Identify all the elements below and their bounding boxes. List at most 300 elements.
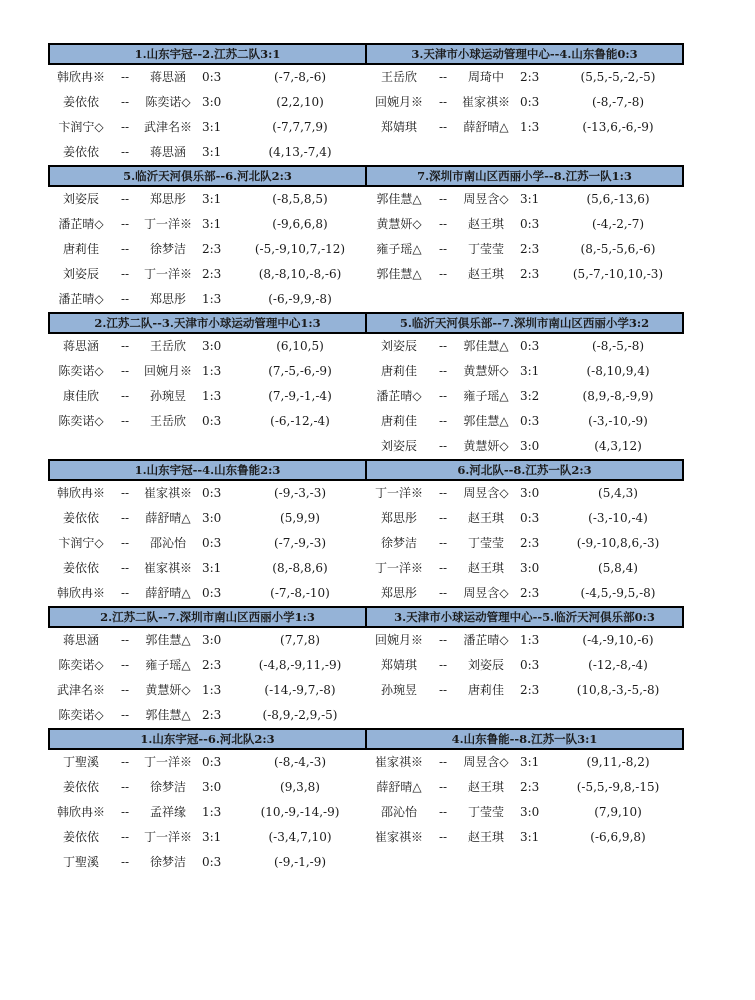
results-sheet [48,43,684,875]
versus-dash: -- [438,561,448,575]
match-row [48,237,366,262]
match-score: 3:1 [202,217,222,231]
player-1: 卞润宁◇ [58,536,104,550]
versus-dash: -- [438,364,448,378]
player-1: 郭佳慧△ [376,267,422,281]
match-block [48,165,684,312]
versus-dash: -- [438,95,448,109]
player-1: 郑婧琪 [380,658,417,672]
player-1: 蒋思涵 [62,633,99,647]
player-1: 姜依依 [62,830,99,844]
player-1: 丁聖溪 [62,855,99,869]
team-match-header: 4.山东鲁能--8.江苏一队3:1 [366,728,684,750]
player-1: 孙琬昱 [380,683,417,697]
versus-dash: -- [438,586,448,600]
player-2: 赵王琪 [467,561,504,575]
game-scores: (-12,-8,-4) [588,658,648,672]
versus-dash: -- [120,708,130,722]
game-scores: (-8,-5,-8) [591,339,645,353]
player-1: 丁一洋※ [374,561,423,575]
player-1: 丁一洋※ [374,486,423,500]
game-scores: (5,9,9) [280,511,320,525]
game-scores: (7,-5,-6,-9) [268,364,332,378]
match-row [366,334,684,359]
player-2: 黄慧妍◇ [145,683,191,697]
team-match-left [48,43,366,165]
match-row [48,187,366,212]
game-scores: (-8,9,-2,9,-5) [262,708,338,722]
player-1: 韩欣冉※ [56,70,105,84]
player-1: 郑婧琪 [380,120,417,134]
match-row [48,384,366,409]
player-2: 赵王琪 [467,780,504,794]
player-1: 郭佳慧△ [376,192,422,206]
versus-dash: -- [120,95,130,109]
match-row [48,506,366,531]
team-match-header: 3.天津市小球运动管理中心--4.山东鲁能0:3 [366,43,684,65]
match-block [48,606,684,728]
match-score: 3:1 [202,145,222,159]
player-1: 陈奕诺◇ [58,364,104,378]
match-row [366,359,684,384]
versus-dash: -- [438,120,448,134]
versus-dash: -- [438,439,448,453]
versus-dash: -- [438,830,448,844]
match-row [48,481,366,506]
match-score: 0:3 [520,658,540,672]
player-1: 唐莉佳 [380,364,417,378]
match-row [48,556,366,581]
match-score: 2:3 [202,708,222,722]
match-row [48,703,366,728]
player-1: 郑思彤 [380,586,417,600]
match-score: 0:3 [202,755,222,769]
game-scores: (5,5,-5,-2,-5) [580,70,656,84]
match-row [366,531,684,556]
match-row [366,409,684,434]
player-1: 回婉月※ [374,633,423,647]
player-2: 邵沁怡 [149,536,186,550]
team-match-header: 3.天津市小球运动管理中心--5.临沂天河俱乐部0:3 [366,606,684,628]
match-score: 2:3 [520,683,540,697]
game-scores: (5,6,-13,6) [586,192,650,206]
game-scores: (8,9,-8,-9,9) [582,389,654,403]
match-score: 2:3 [520,70,540,84]
versus-dash: -- [438,683,448,697]
match-row [366,825,684,850]
match-row [366,65,684,90]
game-scores: (2,2,10) [276,95,324,109]
player-2: 丁莹莹 [467,242,504,256]
match-row [48,262,366,287]
versus-dash: -- [120,70,130,84]
player-2: 郭佳慧△ [463,414,509,428]
game-scores: (-7,-9,-3) [273,536,327,550]
match-row [366,90,684,115]
match-score: 1:3 [202,683,222,697]
team-match-right [366,165,684,312]
player-2: 郑思彤 [149,192,186,206]
match-row [366,775,684,800]
versus-dash: -- [120,780,130,794]
player-2: 郭佳慧△ [145,708,191,722]
player-2: 丁莹莹 [467,536,504,550]
match-score: 1:3 [202,805,222,819]
game-scores: (-5,-9,10,7,-12) [254,242,346,256]
match-row [48,750,366,775]
player-1: 刘姿辰 [380,339,417,353]
player-2: 黄慧妍◇ [463,364,509,378]
player-1: 雍子瑶△ [376,242,422,256]
match-score: 1:3 [202,389,222,403]
player-2: 丁一洋※ [143,267,192,281]
versus-dash: -- [438,658,448,672]
player-2: 王岳欣 [149,339,186,353]
match-score: 3:1 [202,120,222,134]
player-2: 雍子瑶△ [145,658,191,672]
team-match-header: 1.山东宇冠--4.山东鲁能2:3 [48,459,366,481]
match-row [48,775,366,800]
player-1: 潘芷晴◇ [58,292,104,306]
versus-dash: -- [120,242,130,256]
player-1: 姜依依 [62,780,99,794]
player-2: 周昱含◇ [463,486,509,500]
versus-dash: -- [120,511,130,525]
team-match-right [366,312,684,459]
game-scores: (6,10,5) [276,339,324,353]
match-row [366,800,684,825]
team-match-left [48,312,366,459]
player-1: 康佳欣 [62,389,99,403]
player-2: 郭佳慧△ [145,633,191,647]
player-2: 郭佳慧△ [463,339,509,353]
team-match-header: 7.深圳市南山区西丽小学--8.江苏一队1:3 [366,165,684,187]
game-scores: (8,-8,10,-8,-6) [258,267,342,281]
player-1: 潘芷晴◇ [58,217,104,231]
player-1: 姜依依 [62,561,99,575]
team-match-header: 2.江苏二队--3.天津市小球运动管理中心1:3 [48,312,366,334]
player-1: 唐莉佳 [380,414,417,428]
game-scores: (-14,-9,7,-8) [264,683,336,697]
match-score: 3:0 [202,633,222,647]
game-scores: (-5,5,-9,8,-15) [576,780,660,794]
player-1: 陈奕诺◇ [58,658,104,672]
match-row [48,90,366,115]
game-scores: (7,7,8) [280,633,320,647]
team-match-left [48,728,366,875]
match-score: 2:3 [202,658,222,672]
player-2: 薛舒晴△ [463,120,509,134]
team-match-right [366,728,684,875]
game-scores: (10,-9,-14,-9) [260,805,340,819]
match-score: 0:3 [202,586,222,600]
versus-dash: -- [438,486,448,500]
match-row [366,262,684,287]
versus-dash: -- [120,586,130,600]
match-row [48,531,366,556]
team-match-left [48,606,366,728]
match-row [366,481,684,506]
match-row [366,750,684,775]
player-2: 丁莹莹 [467,805,504,819]
game-scores: (4,3,12) [594,439,642,453]
player-2: 刘姿辰 [467,658,504,672]
match-score: 2:3 [520,242,540,256]
player-2: 回婉月※ [143,364,192,378]
match-score: 1:3 [202,364,222,378]
player-2: 周昱含◇ [463,192,509,206]
match-row [366,653,684,678]
match-row [48,287,366,312]
match-row [48,581,366,606]
player-2: 武津名※ [143,120,192,134]
player-2: 蒋思涵 [149,145,186,159]
player-1: 回婉月※ [374,95,423,109]
match-score: 2:3 [520,267,540,281]
match-row [48,140,366,165]
player-1: 王岳欣 [380,70,417,84]
player-1: 徐梦洁 [380,536,417,550]
match-score: 3:1 [520,364,540,378]
match-block [48,43,684,165]
match-score: 2:3 [520,586,540,600]
versus-dash: -- [120,292,130,306]
versus-dash: -- [120,855,130,869]
player-1: 唐莉佳 [62,242,99,256]
team-match-left [48,165,366,312]
player-2: 崔家祺※ [143,561,192,575]
team-match-left [48,459,366,606]
game-scores: (7,-9,-1,-4) [268,389,332,403]
match-score: 3:1 [202,561,222,575]
game-scores: (8,-5,-5,6,-6) [580,242,656,256]
player-2: 丁一洋※ [143,755,192,769]
team-match-header: 5.临沂天河俱乐部--7.深圳市南山区西丽小学3:2 [366,312,684,334]
player-2: 唐莉佳 [467,683,504,697]
team-match-header: 5.临沂天河俱乐部--6.河北队2:3 [48,165,366,187]
player-2: 徐梦洁 [149,242,186,256]
game-scores: (5,4,3) [598,486,638,500]
player-2: 崔家祺※ [143,486,192,500]
player-1: 卞润宁◇ [58,120,104,134]
game-scores: (-3,-10,-4) [588,511,648,525]
match-row [48,678,366,703]
versus-dash: -- [120,217,130,231]
match-score: 3:0 [202,339,222,353]
match-score: 3:0 [202,95,222,109]
versus-dash: -- [438,755,448,769]
match-score: 3:0 [520,486,540,500]
match-row [48,115,366,140]
player-2: 黄慧妍◇ [463,439,509,453]
game-scores: (-7,-8,-10) [270,586,330,600]
match-score: 3:0 [520,561,540,575]
match-block [48,728,684,875]
match-score: 1:3 [520,633,540,647]
game-scores: (-7,7,7,9) [272,120,328,134]
versus-dash: -- [438,805,448,819]
game-scores: (9,3,8) [280,780,320,794]
match-score: 2:3 [520,536,540,550]
match-row [48,628,366,653]
versus-dash: -- [120,486,130,500]
game-scores: (-6,6,9,8) [590,830,646,844]
game-scores: (-6,-12,-4) [270,414,330,428]
match-block [48,459,684,606]
game-scores: (-9,-3,-3) [273,486,327,500]
match-row [366,556,684,581]
player-2: 潘芷晴◇ [463,633,509,647]
player-2: 蒋思涵 [149,70,186,84]
game-scores: (5,-7,-10,10,-3) [572,267,664,281]
versus-dash: -- [120,561,130,575]
player-2: 徐梦洁 [149,780,186,794]
player-1: 蒋思涵 [62,339,99,353]
player-1: 丁聖溪 [62,755,99,769]
match-row [366,434,684,459]
match-score: 0:3 [520,414,540,428]
versus-dash: -- [120,805,130,819]
game-scores: (-6,-9,9,-8) [268,292,332,306]
match-score: 0:3 [520,339,540,353]
game-scores: (-4,-9,10,-6) [582,633,654,647]
match-score: 1:3 [520,120,540,134]
match-row [366,678,684,703]
game-scores: (8,-8,8,6) [272,561,328,575]
match-score: 0:3 [202,536,222,550]
versus-dash: -- [438,267,448,281]
versus-dash: -- [438,536,448,550]
player-1: 薛舒晴△ [376,780,422,794]
versus-dash: -- [120,658,130,672]
match-row [366,237,684,262]
player-1: 韩欣冉※ [56,586,105,600]
player-2: 周昱含◇ [463,755,509,769]
player-2: 薛舒晴△ [145,586,191,600]
versus-dash: -- [438,389,448,403]
game-scores: (-9,-1,-9) [273,855,327,869]
player-2: 周琦中 [467,70,504,84]
player-2: 丁一洋※ [143,217,192,231]
versus-dash: -- [438,242,448,256]
player-1: 邵沁怡 [380,805,417,819]
game-scores: (-4,-2,-7) [591,217,645,231]
team-match-header: 1.山东宇冠--6.河北队2:3 [48,728,366,750]
match-row [366,628,684,653]
game-scores: (-9,6,6,8) [272,217,328,231]
game-scores: (-8,10,9,4) [586,364,650,378]
player-1: 韩欣冉※ [56,805,105,819]
game-scores: (-9,-10,8,6,-3) [576,536,660,550]
versus-dash: -- [438,192,448,206]
match-row [48,359,366,384]
match-score: 2:3 [520,780,540,794]
team-match-header: 1.山东宇冠--2.江苏二队3:1 [48,43,366,65]
player-2: 赵王琪 [467,830,504,844]
match-row [48,850,366,875]
game-scores: (-4,5,-9,5,-8) [580,586,656,600]
player-1: 姜依依 [62,145,99,159]
match-row [366,187,684,212]
game-scores: (-8,-7,-8) [591,95,645,109]
versus-dash: -- [438,780,448,794]
player-2: 郑思彤 [149,292,186,306]
game-scores: (-8,5,8,5) [272,192,328,206]
player-2: 陈奕诺◇ [145,95,191,109]
player-1: 韩欣冉※ [56,486,105,500]
versus-dash: -- [438,70,448,84]
player-2: 赵王琪 [467,267,504,281]
match-row [48,800,366,825]
player-2: 孙琬昱 [149,389,186,403]
match-score: 3:0 [202,511,222,525]
match-score: 2:3 [202,267,222,281]
player-2: 周昱含◇ [463,586,509,600]
match-score: 3:1 [202,192,222,206]
versus-dash: -- [120,120,130,134]
player-1: 崔家祺※ [374,755,423,769]
match-row [366,581,684,606]
versus-dash: -- [120,414,130,428]
player-1: 刘姿辰 [62,192,99,206]
player-1: 刘姿辰 [62,267,99,281]
match-score: 0:3 [520,95,540,109]
player-1: 陈奕诺◇ [58,708,104,722]
versus-dash: -- [120,830,130,844]
player-1: 崔家祺※ [374,830,423,844]
versus-dash: -- [120,364,130,378]
versus-dash: -- [438,414,448,428]
game-scores: (10,8,-3,-5,-8) [576,683,660,697]
match-row [48,65,366,90]
match-row [366,506,684,531]
match-row [366,384,684,409]
game-scores: (-7,-8,-6) [273,70,327,84]
match-row [366,115,684,140]
player-2: 赵王琪 [467,217,504,231]
game-scores: (-3,4,7,10) [268,830,332,844]
game-scores: (7,9,10) [594,805,642,819]
match-block [48,312,684,459]
match-score: 3:1 [520,755,540,769]
player-1: 姜依依 [62,511,99,525]
team-match-right [366,459,684,606]
player-1: 郑思彤 [380,511,417,525]
versus-dash: -- [120,755,130,769]
match-row [48,212,366,237]
player-1: 刘姿辰 [380,439,417,453]
game-scores: (-8,-4,-3) [273,755,327,769]
player-1: 黄慧妍◇ [376,217,422,231]
versus-dash: -- [120,633,130,647]
match-score: 3:1 [202,830,222,844]
match-score: 3:0 [520,439,540,453]
match-score: 0:3 [202,855,222,869]
player-1: 姜依依 [62,95,99,109]
match-row [48,334,366,359]
versus-dash: -- [120,683,130,697]
match-score: 1:3 [202,292,222,306]
player-2: 崔家祺※ [461,95,510,109]
match-row [48,825,366,850]
game-scores: (5,8,4) [598,561,638,575]
versus-dash: -- [120,339,130,353]
match-score: 0:3 [520,217,540,231]
versus-dash: -- [120,145,130,159]
player-2: 丁一洋※ [143,830,192,844]
match-score: 0:3 [202,70,222,84]
game-scores: (4,13,-7,4) [268,145,332,159]
